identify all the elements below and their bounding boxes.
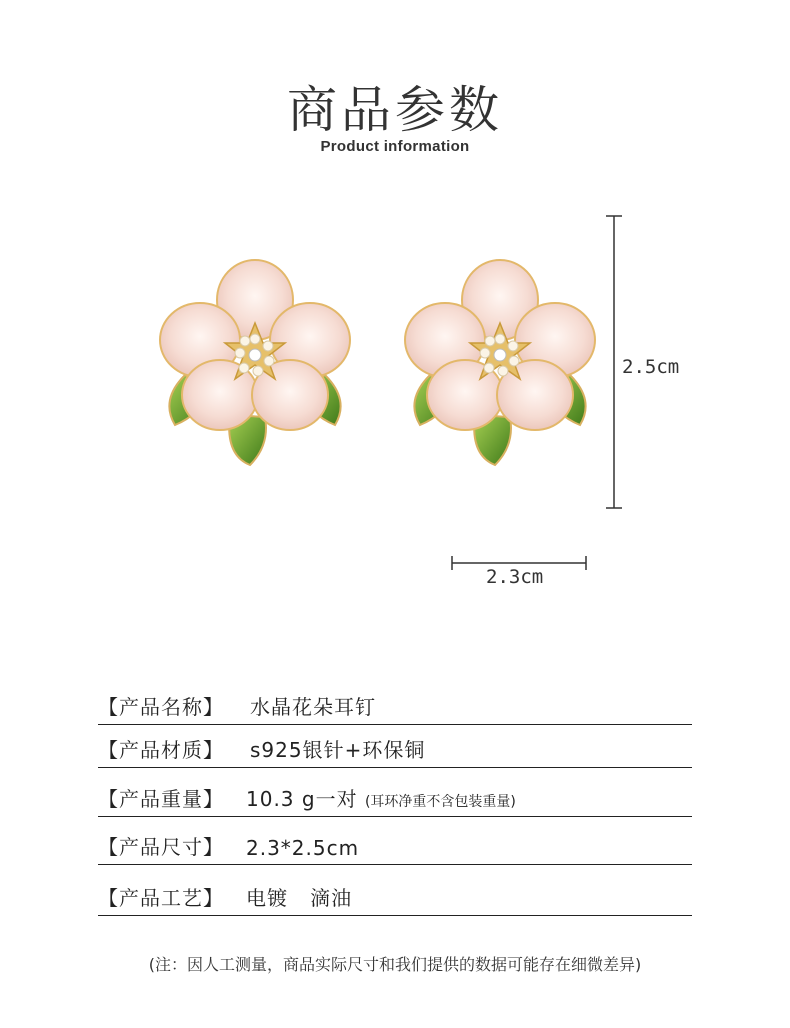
- spec-value-wrapper: [246, 783, 516, 812]
- spec-value: s925银针+环保铜: [250, 738, 426, 762]
- width-dimension-label: 2.3cm: [486, 566, 544, 588]
- spec-value: 电镀 滴油: [246, 886, 353, 910]
- spec-row-size: [98, 828, 692, 865]
- spec-value: 2.3*2.5cm: [246, 836, 360, 860]
- spec-key: 【产品尺寸】: [98, 835, 224, 859]
- page-subtitle: Product information: [320, 138, 470, 155]
- spec-value: 10.3 g一对: [246, 787, 358, 811]
- spec-key: 【产品重量】: [98, 787, 224, 811]
- product-image: [150, 255, 610, 495]
- spec-note: (耳环净重不含包装重量): [364, 794, 516, 810]
- height-dimension-label: 2.5cm: [622, 356, 680, 378]
- spec-key: 【产品名称】: [98, 695, 224, 719]
- page-title: 商品参数: [287, 81, 503, 139]
- spec-row-name: [98, 688, 692, 725]
- spec-row-craft: [98, 879, 692, 916]
- spec-key: 【产品工艺】: [98, 886, 224, 910]
- spec-key: 【产品材质】: [98, 738, 224, 762]
- measurement-footnote: (注：因人工测量，商品实际尺寸和我们提供的数据可能存在细微差异): [148, 955, 642, 974]
- spec-row-weight: [98, 780, 692, 817]
- spec-value: 水晶花朵耳钉: [250, 695, 376, 719]
- spec-row-material: [98, 731, 692, 768]
